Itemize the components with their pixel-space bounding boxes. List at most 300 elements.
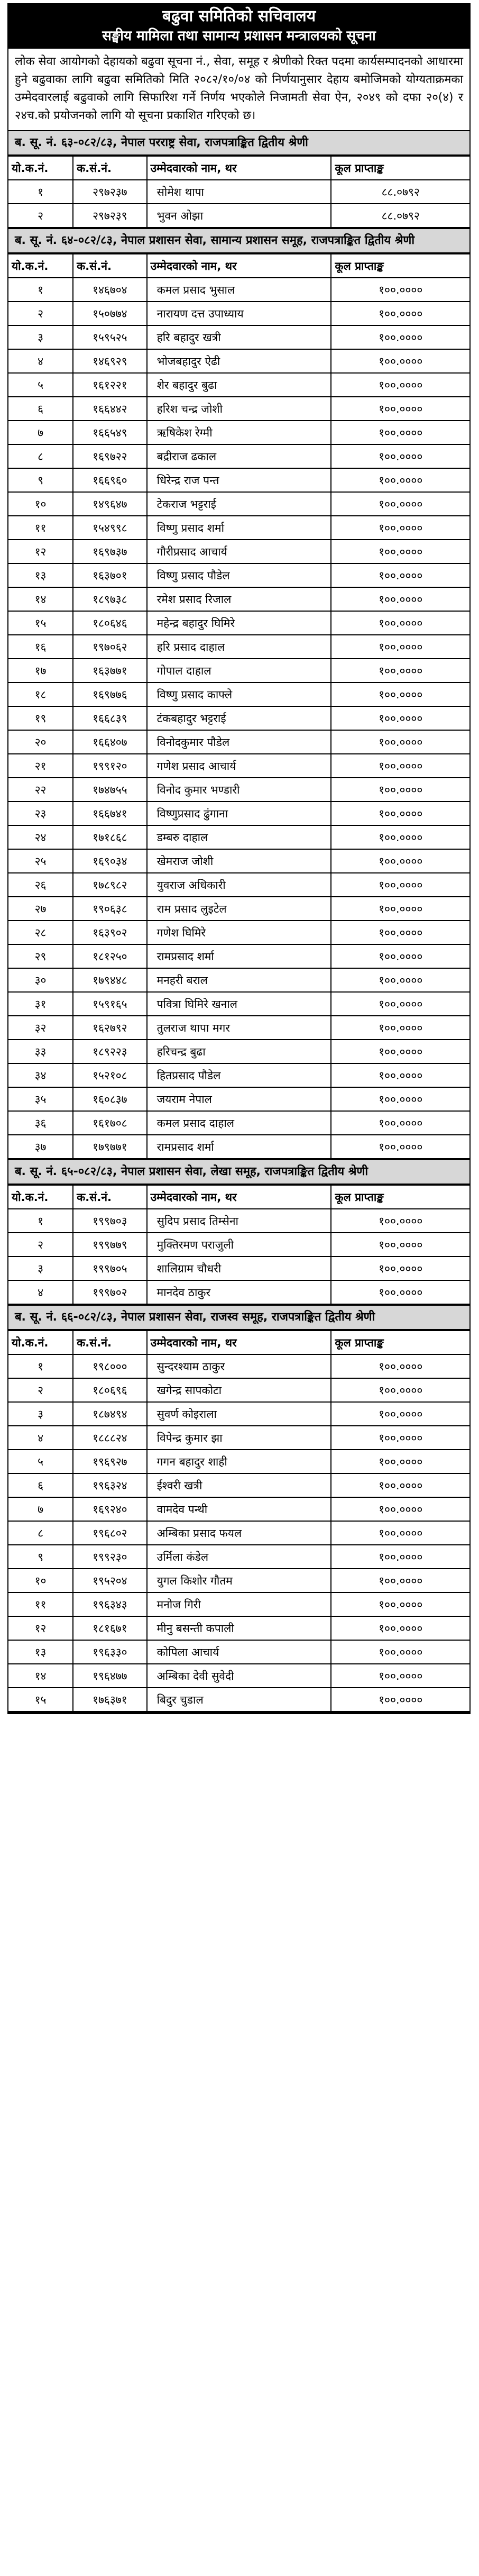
roll-no-cell: १९५२०४ bbox=[73, 1569, 147, 1592]
score-cell: १००.०००० bbox=[331, 516, 469, 540]
table-row bbox=[8, 1087, 469, 1111]
header-serial: यो.क.नं. bbox=[8, 254, 73, 278]
score-cell: १००.०००० bbox=[331, 1521, 469, 1545]
score-cell: १००.०००० bbox=[331, 540, 469, 563]
candidate-name-cell: बद्रीराज ढकाल bbox=[147, 444, 331, 468]
serial-cell: १२ bbox=[8, 540, 73, 563]
notice-subtitle: सङ्घीय मामिला तथा सामान्य प्रशासन मन्त्रालयको सूचना bbox=[102, 28, 376, 44]
score-cell: १००.०००० bbox=[331, 1209, 469, 1233]
candidate-name-cell: रमेश प्रसाद रिजाल bbox=[147, 587, 331, 611]
sections-container bbox=[8, 131, 469, 1713]
roll-no-cell: १६९७२२ bbox=[73, 444, 147, 468]
score-cell: १००.०००० bbox=[331, 1592, 469, 1616]
score-cell: १००.०००० bbox=[331, 921, 469, 944]
serial-cell: २९ bbox=[8, 944, 73, 968]
notice-title: बढुवा समितिको सचिवालय bbox=[162, 7, 316, 25]
score-cell: १००.०००० bbox=[331, 468, 469, 492]
score-cell: १००.०००० bbox=[331, 421, 469, 444]
roll-no-cell: २९७२३९ bbox=[73, 204, 147, 227]
candidate-name-cell: कोपिला आचार्य bbox=[147, 1640, 331, 1664]
table-row bbox=[8, 1688, 469, 1712]
roll-no-cell: १५२१०८ bbox=[73, 1063, 147, 1087]
roll-no-cell: १६०८३७ bbox=[73, 1087, 147, 1111]
table-row bbox=[8, 587, 469, 611]
score-cell: १००.०००० bbox=[331, 1664, 469, 1688]
table-row bbox=[8, 1545, 469, 1569]
score-cell: १००.०००० bbox=[331, 1016, 469, 1040]
candidate-name-cell: सुन्दरश्याम ठाकुर bbox=[147, 1354, 331, 1378]
candidate-name-cell: पवित्रा घिमिरे खनाल bbox=[147, 992, 331, 1016]
candidate-name-cell: राम प्रसाद लुइटेल bbox=[147, 897, 331, 921]
score-cell: १००.०००० bbox=[331, 1233, 469, 1257]
roll-no-cell: १९९७०३ bbox=[73, 1209, 147, 1233]
score-cell: १००.०००० bbox=[331, 1450, 469, 1473]
results-table bbox=[8, 253, 469, 1159]
score-cell: १००.०००० bbox=[331, 1135, 469, 1159]
score-cell: १००.०००० bbox=[331, 706, 469, 730]
results-table bbox=[8, 1185, 469, 1305]
serial-cell: १४ bbox=[8, 587, 73, 611]
candidate-name-cell: शेर बहादुर बुढा bbox=[147, 373, 331, 397]
candidate-name-cell: विष्णुप्रसाद ढुंगाना bbox=[147, 802, 331, 825]
section-title: ब. सू. नं. ६४-०८२/८३, नेपाल प्रशासन सेवा, सामान्य प्रशासन समूह, राजपत्राङ्कित द्वितीय श्रेणी bbox=[8, 229, 469, 253]
serial-cell: ६ bbox=[8, 1473, 73, 1497]
roll-no-cell: १६१७०८ bbox=[73, 1111, 147, 1135]
candidate-name-cell: टंकबहादुर भट्टराई bbox=[147, 706, 331, 730]
header-name: उम्मेदवारको नाम, थर bbox=[147, 1331, 331, 1354]
header-serial: यो.क.नं. bbox=[8, 1185, 73, 1209]
table-row bbox=[8, 1111, 469, 1135]
table-row bbox=[8, 540, 469, 563]
roll-no-cell: १९९७०२ bbox=[73, 1280, 147, 1304]
serial-cell: ३५ bbox=[8, 1087, 73, 1111]
candidate-name-cell: ऋषिकेश रेग्मी bbox=[147, 421, 331, 444]
score-cell: १००.०००० bbox=[331, 682, 469, 706]
serial-cell: १ bbox=[8, 1354, 73, 1378]
score-cell: १००.०००० bbox=[331, 754, 469, 778]
table-row bbox=[8, 1135, 469, 1159]
serial-cell: ७ bbox=[8, 1497, 73, 1521]
serial-cell: १ bbox=[8, 278, 73, 302]
header-roll-no: क.सं.नं. bbox=[73, 1185, 147, 1209]
serial-cell: ३ bbox=[8, 1402, 73, 1426]
promotion-section bbox=[8, 1160, 469, 1306]
table-row bbox=[8, 1354, 469, 1378]
candidate-name-cell: हरि बहादुर खत्री bbox=[147, 325, 331, 349]
candidate-name-cell: उर्मिला कंडेल bbox=[147, 1545, 331, 1569]
roll-no-cell: १६६५४९ bbox=[73, 421, 147, 444]
header-serial: यो.क.नं. bbox=[8, 156, 73, 180]
candidate-name-cell: शालिग्राम चौधरी bbox=[147, 1257, 331, 1280]
score-cell: १००.०००० bbox=[331, 325, 469, 349]
roll-no-cell: १८०६९६ bbox=[73, 1378, 147, 1402]
table-row bbox=[8, 563, 469, 587]
candidate-name-cell: धिरेन्द्र राज पन्त bbox=[147, 468, 331, 492]
table-row bbox=[8, 325, 469, 349]
serial-cell: ३७ bbox=[8, 1135, 73, 1159]
roll-no-cell: १८७४९४ bbox=[73, 1402, 147, 1426]
roll-no-cell: १५९५२५ bbox=[73, 325, 147, 349]
roll-no-cell: १६६७४१ bbox=[73, 802, 147, 825]
candidate-name-cell: वामदेव पन्थी bbox=[147, 1497, 331, 1521]
candidate-name-cell: विपेन्द्र कुमार झा bbox=[147, 1426, 331, 1450]
serial-cell: ३६ bbox=[8, 1111, 73, 1135]
notice-intro: लोक सेवा आयोगको देहायको बढुवा सूचना नं., सेवा, समूह र श्रेणीको रिक्त पदमा कार्यसम्पादनको आधारमा हुने बढुवाका लागि बढुवा समितिको मिति २०८२/१०/०४ को निर्णयानुसार देहाय बमोजिमको योग्यताक्रमका उम्मेदवारलाई बढुवाको लागि सिफारिश गर्ने निर्णय भएकोले निजामती सेवा ऐन, २०४९ को दफा २०(४) र २४च.को प्रयोजनको लागि यो सूचना प्रकाशित गरिएको छ। bbox=[8, 49, 469, 131]
table-row bbox=[8, 1257, 469, 1280]
roll-no-cell: १९६८०२ bbox=[73, 1521, 147, 1545]
roll-no-cell: १७४७५५ bbox=[73, 778, 147, 802]
serial-cell: ११ bbox=[8, 1592, 73, 1616]
score-cell: १००.०००० bbox=[331, 1473, 469, 1497]
serial-cell: ९ bbox=[8, 468, 73, 492]
table-row bbox=[8, 444, 469, 468]
promotion-section bbox=[8, 131, 469, 229]
roll-no-cell: १५९१६५ bbox=[73, 992, 147, 1016]
candidate-name-cell: विष्णु प्रसाद शर्मा bbox=[147, 516, 331, 540]
section-title: ब. सू. नं. ६५-०८२/८३, नेपाल प्रशासन सेवा, लेखा समूह, राजपत्राङ्कित द्वितीय श्रेणी bbox=[8, 1160, 469, 1185]
score-cell: १००.०००० bbox=[331, 1569, 469, 1592]
table-header-row bbox=[8, 1331, 469, 1354]
serial-cell: ४ bbox=[8, 1280, 73, 1304]
candidate-name-cell: नारायण दत्त उपाध्याय bbox=[147, 302, 331, 325]
roll-no-cell: १६२७९२ bbox=[73, 1016, 147, 1040]
header-score: कूल प्राप्ताङ्क bbox=[331, 1185, 469, 1209]
serial-cell: २ bbox=[8, 1233, 73, 1257]
table-row bbox=[8, 802, 469, 825]
candidate-name-cell: भुवन ओझा bbox=[147, 204, 331, 227]
score-cell: १००.०००० bbox=[331, 849, 469, 873]
serial-cell: ४ bbox=[8, 349, 73, 373]
candidate-name-cell: बिदुर चुडाल bbox=[147, 1688, 331, 1712]
header-name: उम्मेदवारको नाम, थर bbox=[147, 1185, 331, 1209]
serial-cell: ३१ bbox=[8, 992, 73, 1016]
serial-cell: ४ bbox=[8, 1426, 73, 1450]
table-row bbox=[8, 1426, 469, 1450]
table-row bbox=[8, 849, 469, 873]
roll-no-cell: १८९७३८ bbox=[73, 587, 147, 611]
score-cell: १००.०००० bbox=[331, 730, 469, 754]
score-cell: १००.०००० bbox=[331, 1280, 469, 1304]
score-cell: १००.०००० bbox=[331, 873, 469, 897]
candidate-name-cell: खेमराज जोशी bbox=[147, 849, 331, 873]
roll-no-cell: १६३७७१ bbox=[73, 659, 147, 682]
table-row bbox=[8, 968, 469, 992]
header-score: कूल प्राप्ताङ्क bbox=[331, 1331, 469, 1354]
serial-cell: १३ bbox=[8, 1640, 73, 1664]
score-cell: १००.०००० bbox=[331, 659, 469, 682]
serial-cell: १७ bbox=[8, 659, 73, 682]
roll-no-cell: १७९४४८ bbox=[73, 968, 147, 992]
serial-cell: ५ bbox=[8, 373, 73, 397]
results-table bbox=[8, 1330, 469, 1712]
table-row bbox=[8, 1233, 469, 1257]
table-row bbox=[8, 1473, 469, 1497]
candidate-name-cell: गगन बहादुर शाही bbox=[147, 1450, 331, 1473]
roll-no-cell: १९६३४३ bbox=[73, 1592, 147, 1616]
candidate-name-cell: डम्बरु दाहाल bbox=[147, 825, 331, 849]
serial-cell: १३ bbox=[8, 563, 73, 587]
table-row bbox=[8, 349, 469, 373]
score-cell: १००.०००० bbox=[331, 373, 469, 397]
roll-no-cell: १९९१२० bbox=[73, 754, 147, 778]
candidate-name-cell: मानदेव ठाकुर bbox=[147, 1280, 331, 1304]
table-row bbox=[8, 611, 469, 635]
candidate-name-cell: हरिश चन्द्र जोशी bbox=[147, 397, 331, 421]
candidate-name-cell: गणेश प्रसाद आचार्य bbox=[147, 754, 331, 778]
score-cell: १००.०००० bbox=[331, 778, 469, 802]
table-row bbox=[8, 778, 469, 802]
score-cell: १००.०००० bbox=[331, 1640, 469, 1664]
roll-no-cell: १४६७०४ bbox=[73, 278, 147, 302]
score-cell: १००.०००० bbox=[331, 802, 469, 825]
roll-no-cell: १६६८३९ bbox=[73, 706, 147, 730]
score-cell: १००.०००० bbox=[331, 1545, 469, 1569]
table-row bbox=[8, 921, 469, 944]
serial-cell: २७ bbox=[8, 897, 73, 921]
table-row bbox=[8, 1616, 469, 1640]
serial-cell: ८ bbox=[8, 444, 73, 468]
table-row bbox=[8, 682, 469, 706]
serial-cell: १५ bbox=[8, 611, 73, 635]
roll-no-cell: १४६९२९ bbox=[73, 349, 147, 373]
candidate-name-cell: तुलराज थापा मगर bbox=[147, 1016, 331, 1040]
candidate-name-cell: मुक्तिरमण पराजुली bbox=[147, 1233, 331, 1257]
serial-cell: १५ bbox=[8, 1688, 73, 1712]
table-row bbox=[8, 1040, 469, 1063]
score-cell: १००.०००० bbox=[331, 302, 469, 325]
header-roll-no: क.सं.नं. bbox=[73, 156, 147, 180]
score-cell: १००.०००० bbox=[331, 1497, 469, 1521]
roll-no-cell: १९८००० bbox=[73, 1354, 147, 1378]
serial-cell: १८ bbox=[8, 682, 73, 706]
candidate-name-cell: युगल किशोर गौतम bbox=[147, 1569, 331, 1592]
header-name: उम्मेदवारको नाम, थर bbox=[147, 254, 331, 278]
roll-no-cell: २९७२३७ bbox=[73, 180, 147, 204]
table-row bbox=[8, 302, 469, 325]
roll-no-cell: १९९७७९ bbox=[73, 1233, 147, 1257]
roll-no-cell: १७१८६८ bbox=[73, 825, 147, 849]
table-row bbox=[8, 1640, 469, 1664]
score-cell: १००.०००० bbox=[331, 1087, 469, 1111]
roll-no-cell: १६१२२१ bbox=[73, 373, 147, 397]
candidate-name-cell: अम्बिका देवी सुवेदी bbox=[147, 1664, 331, 1688]
score-cell: १००.०००० bbox=[331, 1426, 469, 1450]
section-title: ब. सू. नं. ६३-०८२/८३, नेपाल परराष्ट्र सेवा, राजपत्राङ्कित द्वितीय श्रेणी bbox=[8, 131, 469, 156]
score-cell: १००.०००० bbox=[331, 1378, 469, 1402]
serial-cell: २५ bbox=[8, 849, 73, 873]
notice-container bbox=[7, 3, 471, 1714]
score-cell: १००.०००० bbox=[331, 1354, 469, 1378]
roll-no-cell: १९९२३० bbox=[73, 1545, 147, 1569]
roll-no-cell: १७६३७१ bbox=[73, 1688, 147, 1712]
roll-no-cell: १७९७७१ bbox=[73, 1135, 147, 1159]
candidate-name-cell: सुवर्ण कोइराला bbox=[147, 1402, 331, 1426]
candidate-name-cell: हरिचन्द्र बुढा bbox=[147, 1040, 331, 1063]
score-cell: १००.०००० bbox=[331, 349, 469, 373]
serial-cell: २ bbox=[8, 204, 73, 227]
results-table bbox=[8, 156, 469, 228]
serial-cell: २० bbox=[8, 730, 73, 754]
candidate-name-cell: गोपाल दाहाल bbox=[147, 659, 331, 682]
score-cell: १००.०००० bbox=[331, 1257, 469, 1280]
table-row bbox=[8, 516, 469, 540]
table-row bbox=[8, 1063, 469, 1087]
candidate-name-cell: विनोदकुमार पौडेल bbox=[147, 730, 331, 754]
header-roll-no: क.सं.नं. bbox=[73, 1331, 147, 1354]
roll-no-cell: १८९२२३ bbox=[73, 1040, 147, 1063]
roll-no-cell: १९७०६२ bbox=[73, 635, 147, 659]
serial-cell: ३० bbox=[8, 968, 73, 992]
serial-cell: १० bbox=[8, 1569, 73, 1592]
roll-no-cell: १९६४७७ bbox=[73, 1664, 147, 1688]
candidate-name-cell: टेकराज भट्टराई bbox=[147, 492, 331, 516]
score-cell: १००.०००० bbox=[331, 1040, 469, 1063]
candidate-name-cell: सोमेश थापा bbox=[147, 180, 331, 204]
serial-cell: ९ bbox=[8, 1545, 73, 1569]
score-cell: १००.०००० bbox=[331, 563, 469, 587]
candidate-name-cell: विष्णु प्रसाद काफ्ले bbox=[147, 682, 331, 706]
score-cell: १००.०००० bbox=[331, 397, 469, 421]
score-cell: १००.०००० bbox=[331, 1063, 469, 1087]
roll-no-cell: १८०६४६ bbox=[73, 611, 147, 635]
serial-cell: २३ bbox=[8, 802, 73, 825]
table-row bbox=[8, 659, 469, 682]
table-row bbox=[8, 468, 469, 492]
candidate-name-cell: रामप्रसाद शर्मा bbox=[147, 1135, 331, 1159]
serial-cell: १० bbox=[8, 492, 73, 516]
score-cell: १००.०००० bbox=[331, 611, 469, 635]
table-row bbox=[8, 706, 469, 730]
candidate-name-cell: मीनु बसन्ती कपाली bbox=[147, 1616, 331, 1640]
score-cell: ८८.०७९२ bbox=[331, 180, 469, 204]
header-score: कूल प्राप्ताङ्क bbox=[331, 254, 469, 278]
roll-no-cell: १९०६३८ bbox=[73, 897, 147, 921]
candidate-name-cell: जयराम नेपाल bbox=[147, 1087, 331, 1111]
candidate-name-cell: मनोज गिरी bbox=[147, 1592, 331, 1616]
roll-no-cell: १९६३२४ bbox=[73, 1473, 147, 1497]
roll-no-cell: १५४९९८ bbox=[73, 516, 147, 540]
roll-no-cell: १६३७०१ bbox=[73, 563, 147, 587]
candidate-name-cell: भोजबहादुर ऐढी bbox=[147, 349, 331, 373]
table-row bbox=[8, 897, 469, 921]
table-row bbox=[8, 1497, 469, 1521]
candidate-name-cell: खगेन्द्र सापकोटा bbox=[147, 1378, 331, 1402]
score-cell: १००.०००० bbox=[331, 587, 469, 611]
roll-no-cell: १६९७७६ bbox=[73, 682, 147, 706]
score-cell: १००.०००० bbox=[331, 635, 469, 659]
table-row bbox=[8, 397, 469, 421]
score-cell: १००.०००० bbox=[331, 1616, 469, 1640]
serial-cell: १६ bbox=[8, 635, 73, 659]
score-cell: १००.०००० bbox=[331, 825, 469, 849]
serial-cell: १ bbox=[8, 180, 73, 204]
table-row bbox=[8, 1016, 469, 1040]
table-header-row bbox=[8, 1185, 469, 1209]
serial-cell: ३४ bbox=[8, 1063, 73, 1087]
table-header-row bbox=[8, 156, 469, 180]
table-row bbox=[8, 278, 469, 302]
roll-no-cell: १६३९०२ bbox=[73, 921, 147, 944]
table-row bbox=[8, 1664, 469, 1688]
score-cell: १००.०००० bbox=[331, 1111, 469, 1135]
candidate-name-cell: विनोद कुमार भण्डारी bbox=[147, 778, 331, 802]
roll-no-cell: १४९६४७ bbox=[73, 492, 147, 516]
serial-cell: २ bbox=[8, 302, 73, 325]
serial-cell: १९ bbox=[8, 706, 73, 730]
candidate-name-cell: गौरीप्रसाद आचार्य bbox=[147, 540, 331, 563]
serial-cell: ८ bbox=[8, 1521, 73, 1545]
roll-no-cell: १६६४४२ bbox=[73, 397, 147, 421]
score-cell: १००.०००० bbox=[331, 1402, 469, 1426]
roll-no-cell: १५०७७४ bbox=[73, 302, 147, 325]
score-cell: १००.०००० bbox=[331, 897, 469, 921]
header-roll-no: क.सं.नं. bbox=[73, 254, 147, 278]
serial-cell: २२ bbox=[8, 778, 73, 802]
roll-no-cell: १६९०३४ bbox=[73, 849, 147, 873]
table-row bbox=[8, 492, 469, 516]
table-row bbox=[8, 635, 469, 659]
table-row bbox=[8, 1592, 469, 1616]
candidate-name-cell: कमल प्रसाद भुसाल bbox=[147, 278, 331, 302]
candidate-name-cell: विष्णु प्रसाद पौडेल bbox=[147, 563, 331, 587]
roll-no-cell: १८८८२४ bbox=[73, 1426, 147, 1450]
candidate-name-cell: हरि प्रसाद दाहाल bbox=[147, 635, 331, 659]
score-cell: १००.०००० bbox=[331, 444, 469, 468]
roll-no-cell: १९६९२७ bbox=[73, 1450, 147, 1473]
table-row bbox=[8, 180, 469, 204]
serial-cell: २४ bbox=[8, 825, 73, 849]
candidate-name-cell: अम्बिका प्रसाद फयल bbox=[147, 1521, 331, 1545]
score-cell: १००.०००० bbox=[331, 278, 469, 302]
header-serial: यो.क.नं. bbox=[8, 1331, 73, 1354]
candidate-name-cell: महेन्द्र बहादुर घिमिरे bbox=[147, 611, 331, 635]
table-row bbox=[8, 204, 469, 227]
table-row bbox=[8, 1450, 469, 1473]
serial-cell: ३ bbox=[8, 1257, 73, 1280]
table-row bbox=[8, 421, 469, 444]
candidate-name-cell: रामप्रसाद शर्मा bbox=[147, 944, 331, 968]
promotion-section bbox=[8, 1306, 469, 1713]
serial-cell: २६ bbox=[8, 873, 73, 897]
table-row bbox=[8, 1280, 469, 1304]
serial-cell: ३२ bbox=[8, 1016, 73, 1040]
serial-cell: १ bbox=[8, 1209, 73, 1233]
roll-no-cell: १६६४०७ bbox=[73, 730, 147, 754]
table-row bbox=[8, 754, 469, 778]
score-cell: १००.०००० bbox=[331, 1688, 469, 1712]
candidate-name-cell: कमल प्रसाद दाहाल bbox=[147, 1111, 331, 1135]
candidate-name-cell: युवराज अधिकारी bbox=[147, 873, 331, 897]
serial-cell: ६ bbox=[8, 397, 73, 421]
roll-no-cell: १६९२४० bbox=[73, 1497, 147, 1521]
header-name: उम्मेदवारको नाम, थर bbox=[147, 156, 331, 180]
promotion-section bbox=[8, 229, 469, 1160]
table-header-row bbox=[8, 254, 469, 278]
serial-cell: १२ bbox=[8, 1616, 73, 1640]
candidate-name-cell: मनहरी बराल bbox=[147, 968, 331, 992]
roll-no-cell: १८१२५० bbox=[73, 944, 147, 968]
score-cell: ८८.०७९२ bbox=[331, 204, 469, 227]
table-row bbox=[8, 373, 469, 397]
score-cell: १००.०००० bbox=[331, 968, 469, 992]
roll-no-cell: १६६९६० bbox=[73, 468, 147, 492]
candidate-name-cell: हितप्रसाद पौडेल bbox=[147, 1063, 331, 1087]
roll-no-cell: १९६३३० bbox=[73, 1640, 147, 1664]
table-row bbox=[8, 944, 469, 968]
candidate-name-cell: ईश्वरी खत्री bbox=[147, 1473, 331, 1497]
candidate-name-cell: सुदिप प्रसाद तिम्सेना bbox=[147, 1209, 331, 1233]
candidate-name-cell: गणेश घिमिरे bbox=[147, 921, 331, 944]
